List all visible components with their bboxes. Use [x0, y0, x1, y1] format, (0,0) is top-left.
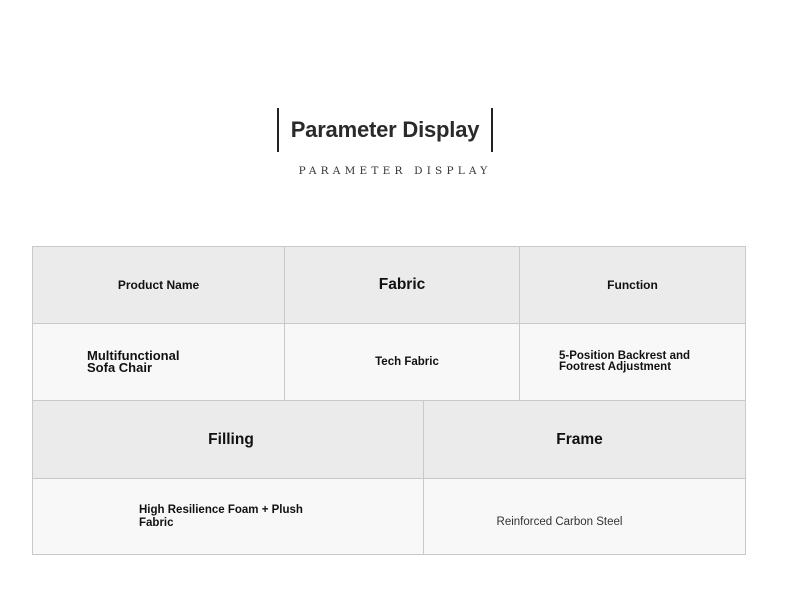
header-cell-function [520, 247, 745, 324]
header-label: Filling [208, 430, 254, 448]
value-cell-product-name [33, 324, 285, 401]
header-cell-filling [33, 401, 424, 479]
header-label: Frame [556, 430, 603, 448]
parameter-table [32, 246, 746, 555]
header-cell-product-name [33, 247, 285, 324]
value-cell-function [520, 324, 745, 401]
header-label: Product Name [117, 278, 200, 292]
title-frame [277, 108, 493, 152]
header-cell-frame [424, 401, 745, 479]
page-title: Parameter Display [290, 117, 480, 142]
page-subtitle: PARAMETER DISPLAY [298, 165, 492, 177]
value-text: 5-Position Backrest and Footrest Adjustment [559, 350, 691, 373]
value-text: Multifunctional Sofa Chair [87, 348, 180, 375]
header-label: Fabric [378, 276, 426, 293]
header-label: Function [607, 278, 658, 292]
value-cell-filling [33, 479, 424, 554]
value-cell-fabric [285, 324, 520, 401]
value-text: Reinforced Carbon Steel [496, 515, 623, 528]
header-cell-fabric [285, 247, 520, 324]
value-text: Tech Fabric [375, 356, 439, 368]
value-text: High Resilience Foam + Plush Fabric [139, 503, 303, 529]
value-cell-frame [424, 479, 745, 554]
